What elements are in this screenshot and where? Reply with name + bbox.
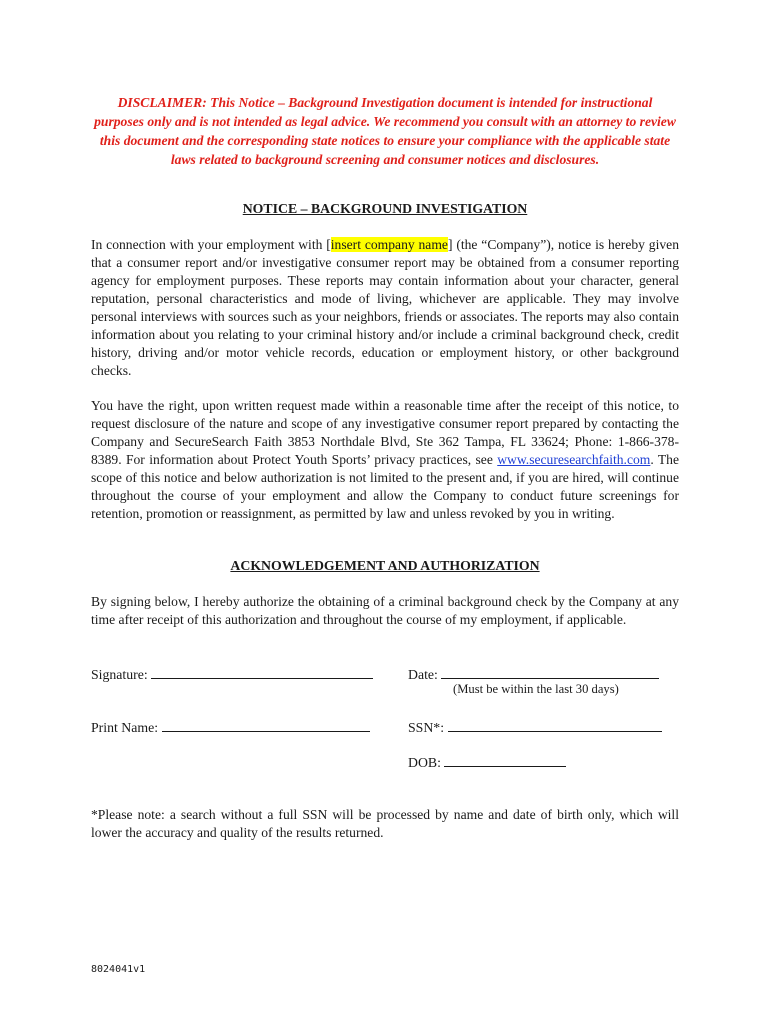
ssn-row	[408, 717, 662, 736]
date-label: Date:	[408, 667, 438, 682]
notice-paragraph-1	[91, 236, 679, 380]
disclaimer: DISCLAIMER: This Notice – Background Investigation document is intended for instructional purposes only and is not intended as legal advice. We recommend you consult with an attorney to review this document and the corresponding state notices to ensure your compliance with the applicable state laws related to background screening and consumer notices and disclosures.	[94, 95, 676, 167]
notice-p1-intro: In connection with your employment with [	[91, 237, 331, 252]
signature-label: Signature:	[91, 667, 148, 682]
dob-row	[408, 752, 566, 771]
notice-title: NOTICE – BACKGROUND INVESTIGATION	[242, 201, 528, 216]
dob-field[interactable]	[444, 752, 566, 767]
notice-paragraph-2	[91, 397, 679, 523]
print-name-label: Print Name:	[91, 720, 159, 735]
signature-row	[91, 664, 373, 683]
acknowledgement-title: ACKNOWLEDGEMENT AND AUTHORIZATION	[230, 558, 540, 573]
dob-label: DOB:	[408, 755, 441, 770]
document-id: 8024041v1	[91, 964, 146, 975]
notice-p2-body: . The scope of this notice and below authorization is not limited to the present and, if you are hired, will continue throughout the course of your employment and allow the Company to conduct future screenings for retention, promotion or reassignment, as permitted by law and unless revoked by you in writing.	[91, 452, 679, 521]
print-name-row	[91, 717, 370, 736]
date-row	[408, 664, 659, 683]
signature-field[interactable]	[151, 664, 373, 679]
ssn-label: SSN*:	[408, 720, 445, 735]
notice-p2-intro: You have the right, upon written request made within a reasonable time after the receipt of this notice, to request disclosure of the nature and scope of any investigative consumer report prepared by contacting the Company and SecureSearch Faith 3853 Northdale Blvd, Ste 362 Tampa, FL 33624; Phone: 1-866-378-8389. For information about Protect Youth Sports’ privacy practices, see	[91, 398, 679, 467]
date-field[interactable]	[441, 664, 659, 679]
ssn-field[interactable]	[448, 717, 662, 732]
securesearch-link[interactable]: www.securesearchfaith.com	[497, 452, 651, 467]
company-name-placeholder[interactable]: insert company name	[330, 237, 448, 252]
date-note: (Must be within the last 30 days)	[453, 682, 619, 696]
acknowledgement-paragraph: By signing below, I hereby authorize the obtaining of a criminal background check by the Company at any time after receipt of this authorization and throughout the course of my employment, if applicable.	[91, 594, 679, 627]
notice-p1-body: ] (the “Company”), notice is hereby given that a consumer report and/or investigative consumer report may be obtained from a consumer reporting agency for employment purposes. These reports may contain information about your character, general reputation, personal characteristics and mode of living, whichever are applicable. They may involve personal interviews with sources such as your neighbors, friends or associates. The reports may also contain information about you relating to your criminal history and/or include a criminal background check, credit history, driving and/or motor vehicle records, education or employment history, or other background checks.	[91, 237, 680, 378]
print-name-field[interactable]	[162, 717, 370, 732]
ssn-note: *Please note: a search without a full SSN will be processed by name and date of birth only, which will lower the accuracy and quality of the results returned.	[91, 807, 679, 840]
